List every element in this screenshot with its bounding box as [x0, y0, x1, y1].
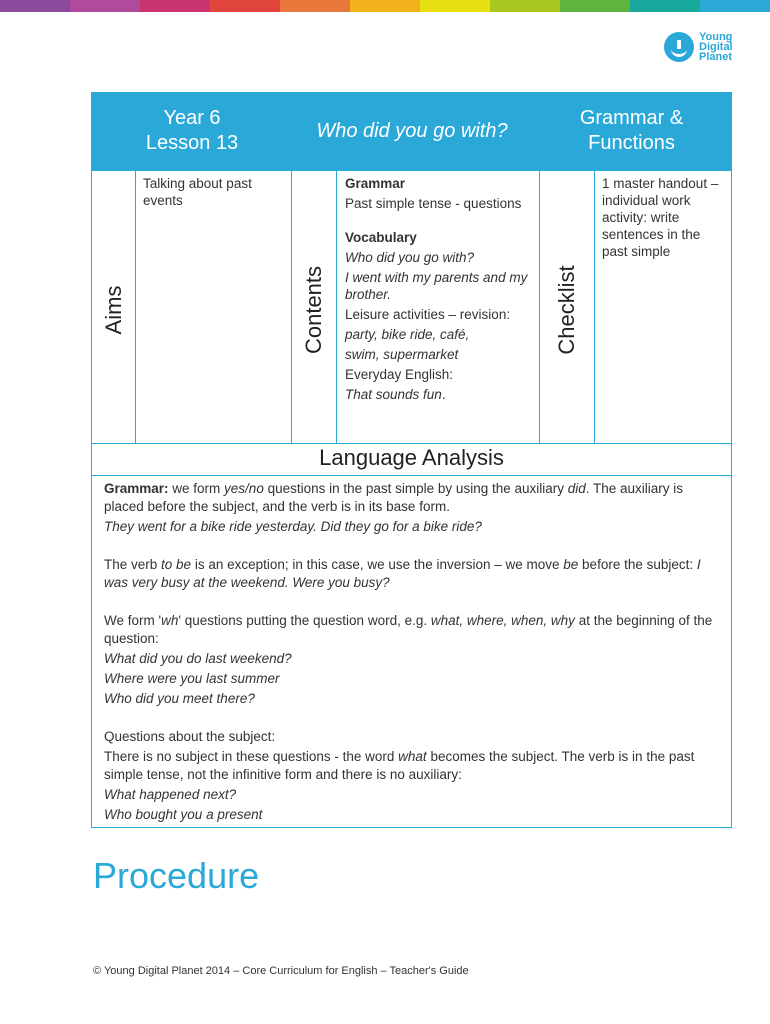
- aims-label: Aims: [101, 285, 126, 335]
- language-analysis-body: Grammar: we form yes/no questions in the past simple by using the auxiliary did. The auxiliary is placed before the subject, and the verb is in its base form. They went for a bike ride yesterday. Did they go for a bike ride? The verb to be is an exception; in this case, we use the inversion – we move be before the subject: I was very busy at the weekend. Were you busy? We form 'wh' questions putting the question word, e.g. what, where, when, why at the beginning of the question: What did you do last weekend? Where were you last summer Who did you meet there? Questions about the subject: There is no subject in these questions - the word what becomes the subject. The verb is in the past simple tense, not the infinitive form and there is no auxiliary: What happened next? Who bought you a present: [104, 481, 713, 822]
- color-strip-segment: [700, 0, 770, 12]
- color-strip: [0, 0, 770, 12]
- language-analysis-title: Language Analysis: [319, 445, 504, 470]
- color-strip-segment: [420, 0, 490, 12]
- color-strip-segment: [280, 0, 350, 12]
- footer-copyright: © Young Digital Planet 2014 – Core Curriculum for English – Teacher's Guide: [93, 965, 469, 977]
- lesson-type: Grammar & Functions: [579, 107, 684, 154]
- color-strip-segment: [630, 0, 700, 12]
- procedure-heading: Procedure: [93, 855, 260, 896]
- lesson-number: Year 6 Lesson 13: [145, 107, 239, 154]
- checklist-text: 1 master handout – individual work activity: write sentences in the past simple: [602, 176, 719, 259]
- color-strip-segment: [560, 0, 630, 12]
- aims-text: Talking about past events: [143, 176, 252, 208]
- checklist-label: Checklist: [554, 265, 579, 355]
- lesson-plan-table: [91, 92, 732, 828]
- color-strip-segment: [140, 0, 210, 12]
- contents-text: Grammar Past simple tense - questions Vocabulary Who did you go with? I went with my parents and my brother. Leisure activities – revision: party, bike ride, café, swim, supermarket Everyday English: That sounds fun.: [345, 176, 528, 402]
- color-strip-segment: [210, 0, 280, 12]
- color-strip-segment: [350, 0, 420, 12]
- color-strip-segment: [490, 0, 560, 12]
- lesson-header: [92, 93, 731, 171]
- color-strip-segment: [70, 0, 140, 12]
- smile-logo-icon: [664, 32, 694, 62]
- lesson-title: Who did you go with?: [316, 120, 508, 142]
- contents-label: Contents: [301, 265, 326, 355]
- brand-logo: [664, 32, 733, 62]
- logo-text: Young Digital Planet: [699, 31, 733, 63]
- color-strip-segment: [0, 0, 70, 12]
